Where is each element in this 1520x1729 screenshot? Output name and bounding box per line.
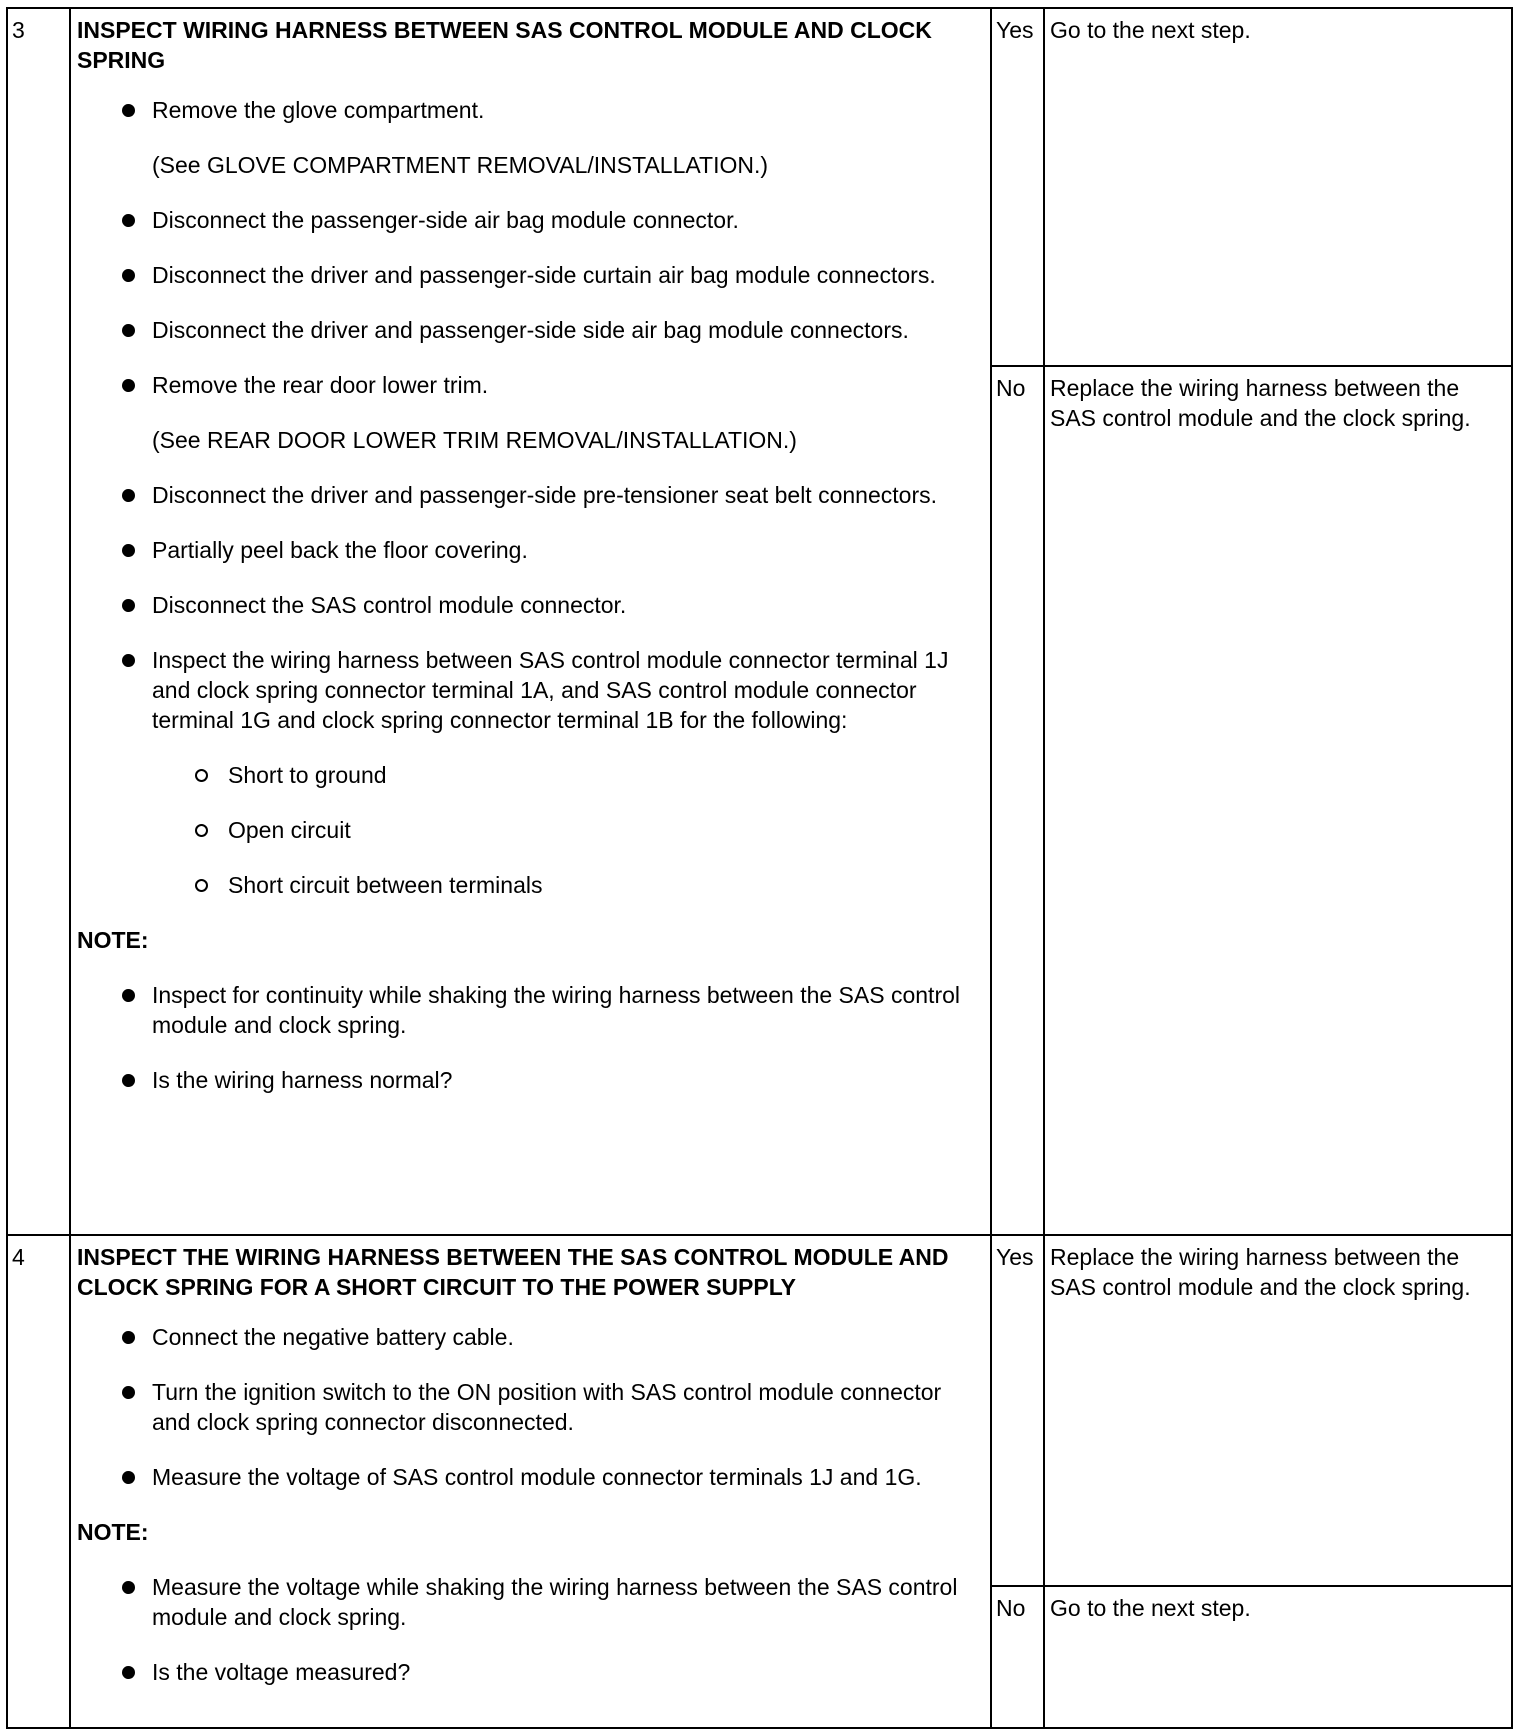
step-title: INSPECT THE WIRING HARNESS BETWEEN THE SAS CONTROL MODULE AND CLOCK SPRING FOR A SHORT CIRCUIT TO THE POWER SUPPLY — [77, 1244, 949, 1300]
result-yes-label: Yes — [996, 17, 1034, 43]
sub-item: Short circuit between terminals — [77, 870, 968, 900]
step-action-cell — [70, 8, 991, 1235]
step-item: Connect the negative battery cable. — [77, 1322, 968, 1352]
reference-text: (See GLOVE COMPARTMENT REMOVAL/INSTALLATION.) — [152, 152, 769, 178]
step-item: Measure the voltage of SAS control module connector terminals 1J and 1G. — [77, 1462, 968, 1492]
result-no-action: Go to the next step. — [1050, 1595, 1251, 1621]
sub-item: Open circuit — [77, 815, 968, 845]
step-number: 4 — [12, 1244, 25, 1270]
result-action-cell — [1044, 8, 1512, 1235]
step-item: Disconnect the driver and passenger-side pre-tensioner seat belt connectors. — [77, 480, 968, 510]
step-item: Disconnect the SAS control module connector. — [77, 590, 968, 620]
reference-text: (See REAR DOOR LOWER TRIM REMOVAL/INSTALLATION.) — [152, 427, 797, 453]
step-row-4 — [7, 1235, 1512, 1728]
result-no-label: No — [996, 375, 1026, 401]
note-label: NOTE: — [77, 1519, 149, 1545]
step-item: Disconnect the driver and passenger-side side air bag module connectors. — [77, 315, 968, 345]
note-item: Inspect for continuity while shaking the wiring harness between the SAS control module and clock spring. — [77, 980, 968, 1040]
step-row-3 — [7, 8, 1512, 1235]
step-item: Remove the rear door lower trim. — [77, 370, 968, 400]
question-item: Is the wiring harness normal? — [77, 1065, 968, 1095]
result-yes-label: Yes — [996, 1244, 1034, 1270]
step-number-cell — [7, 8, 70, 1235]
step-item: Remove the glove compartment. — [77, 95, 968, 125]
step-action-cell — [70, 1235, 991, 1728]
result-label-cell — [991, 8, 1044, 1235]
sub-item: Short to ground — [77, 760, 968, 790]
note-item: Measure the voltage while shaking the wiring harness between the SAS control module and clock spring. — [77, 1572, 968, 1632]
step-number-cell — [7, 1235, 70, 1728]
step-item: Partially peel back the floor covering. — [77, 535, 968, 565]
step-item: Disconnect the driver and passenger-side curtain air bag module connectors. — [77, 260, 968, 290]
step-number: 3 — [12, 17, 25, 43]
result-no-label: No — [996, 1595, 1026, 1621]
step-item: Disconnect the passenger-side air bag module connector. — [77, 205, 968, 235]
note-label: NOTE: — [77, 927, 149, 953]
step-item: Turn the ignition switch to the ON position with SAS control module connector and clock spring connector disconnected. — [77, 1377, 968, 1437]
step-title: INSPECT WIRING HARNESS BETWEEN SAS CONTROL MODULE AND CLOCK SPRING — [77, 17, 932, 73]
procedure-table — [6, 7, 1513, 1729]
result-action-cell — [1044, 1235, 1512, 1728]
result-yes-action: Go to the next step. — [1050, 17, 1251, 43]
result-label-cell — [991, 1235, 1044, 1728]
step-item: Inspect the wiring harness between SAS control module connector terminal 1J and clock spring connector terminal 1A, and SAS control module connector terminal 1G and clock spring connector terminal 1B for the following: — [77, 645, 968, 735]
result-no-action: Replace the wiring harness between the SAS control module and the clock spring. — [1050, 375, 1471, 431]
question-item: Is the voltage measured? — [77, 1657, 968, 1687]
result-yes-action: Replace the wiring harness between the SAS control module and the clock spring. — [1050, 1244, 1471, 1300]
